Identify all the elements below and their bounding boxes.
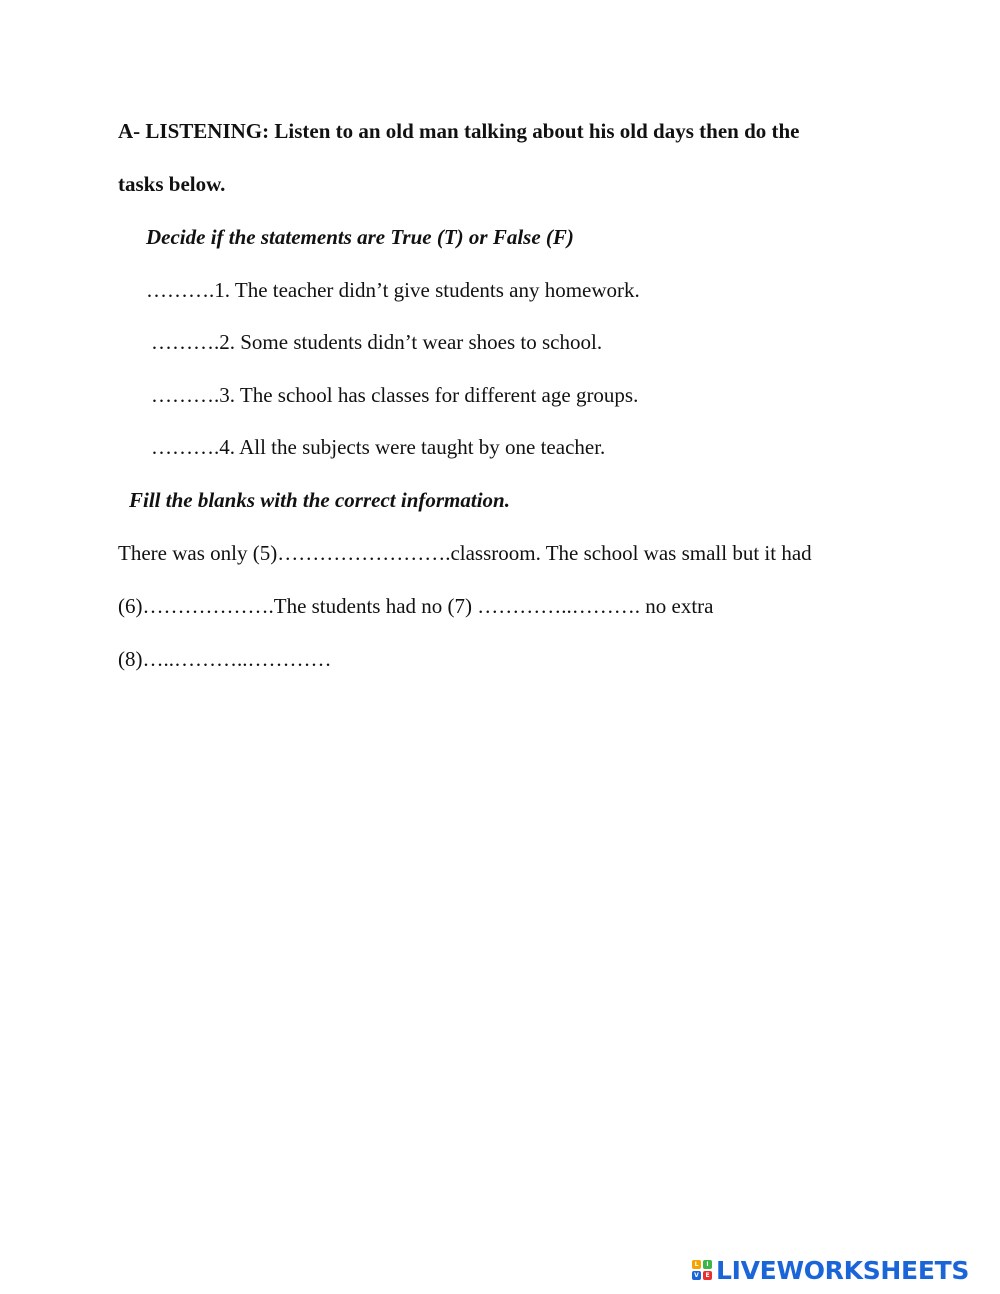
logo-mark-tile: I (703, 1260, 712, 1269)
liveworksheets-logo-text: LIVEWORKSHEETS (716, 1255, 970, 1285)
true-false-item-4: ……….4. All the subjects were taught by one teacher. (151, 435, 606, 459)
fill-blanks-instruction: Fill the blanks with the correct information. (129, 488, 510, 512)
true-false-item-1: ……….1. The teacher didn’t give students any homework. (146, 278, 640, 302)
fill-blanks-line-2: (6)……………….The students had no (7) …………..………. no extra (118, 594, 714, 618)
fill-blanks-line-1: There was only (5)…………………….classroom. The school was small but it had (118, 541, 812, 565)
true-false-instruction: Decide if the statements are True (T) or False (F) (146, 225, 574, 249)
section-heading-line-2: tasks below. (118, 172, 226, 196)
logo-mark-tile: L (692, 1260, 701, 1269)
true-false-item-2: ……….2. Some students didn’t wear shoes to school. (151, 330, 603, 354)
logo-mark-tile: V (692, 1271, 701, 1280)
logo-mark-tile: E (703, 1271, 712, 1280)
fill-blanks-line-3: (8)…..………..………… (118, 647, 332, 671)
true-false-item-3: ……….3. The school has classes for different age groups. (151, 383, 639, 407)
section-heading-line-1: A- LISTENING: Listen to an old man talking about his old days then do the (118, 119, 800, 143)
liveworksheets-logo[interactable] (692, 1254, 969, 1286)
liveworksheets-logo-mark-icon (692, 1260, 712, 1280)
